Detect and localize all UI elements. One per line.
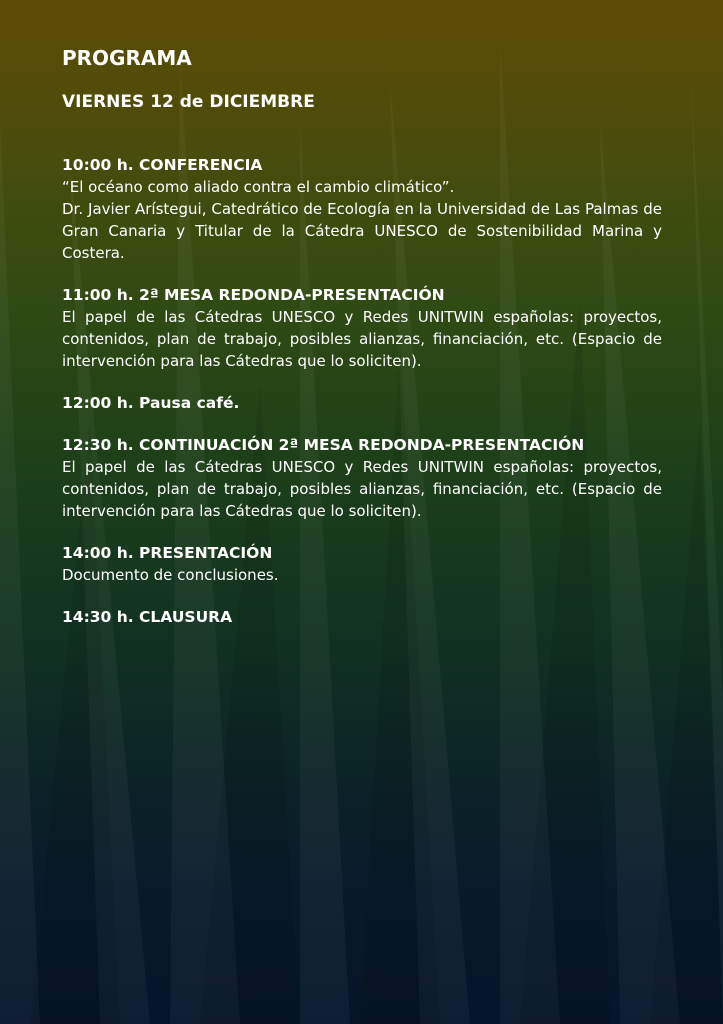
program-date: VIERNES 12 de DICIEMBRE xyxy=(62,92,315,112)
item-heading: 12:30 h. CONTINUACIÓN 2ª MESA REDONDA-PRESENTACIÓN xyxy=(62,436,585,454)
program-item xyxy=(62,542,662,586)
item-text: Documento de conclusiones. xyxy=(62,566,279,584)
item-text: “El océano como aliado contra el cambio climático”. xyxy=(62,178,455,196)
program-item xyxy=(62,606,662,628)
program-items xyxy=(62,154,662,628)
item-heading: 12:00 h. Pausa café. xyxy=(62,394,240,412)
item-heading: 14:00 h. PRESENTACIÓN xyxy=(62,544,273,562)
item-heading: 11:00 h. 2ª MESA REDONDA-PRESENTACIÓN xyxy=(62,286,445,304)
item-text: El papel de las Cátedras UNESCO y Redes UNITWIN españolas: proyectos, contenidos, plan de trabajo, posibles alianzas, financiación, etc. (Espacio de intervención para las Cátedras que lo soliciten). xyxy=(62,458,662,520)
program-item xyxy=(62,284,662,372)
program-item xyxy=(62,154,662,264)
page-title: PROGRAMA xyxy=(62,46,192,70)
item-heading: 14:30 h. CLAUSURA xyxy=(62,608,233,626)
item-heading: 10:00 h. CONFERENCIA xyxy=(62,156,263,174)
program-item xyxy=(62,434,662,522)
program-content xyxy=(62,44,662,648)
program-item xyxy=(62,392,662,414)
item-text: Dr. Javier Arístegui, Catedrático de Ecología en la Universidad de Las Palmas de Gran Canaria y Titular de la Cátedra UNESCO de Sostenibilidad Marina y Costera. xyxy=(62,200,662,262)
item-text: El papel de las Cátedras UNESCO y Redes UNITWIN españolas: proyectos, contenidos, plan de trabajo, posibles alianzas, financiación, etc. (Espacio de intervención para las Cátedras que lo soliciten). xyxy=(62,308,662,370)
